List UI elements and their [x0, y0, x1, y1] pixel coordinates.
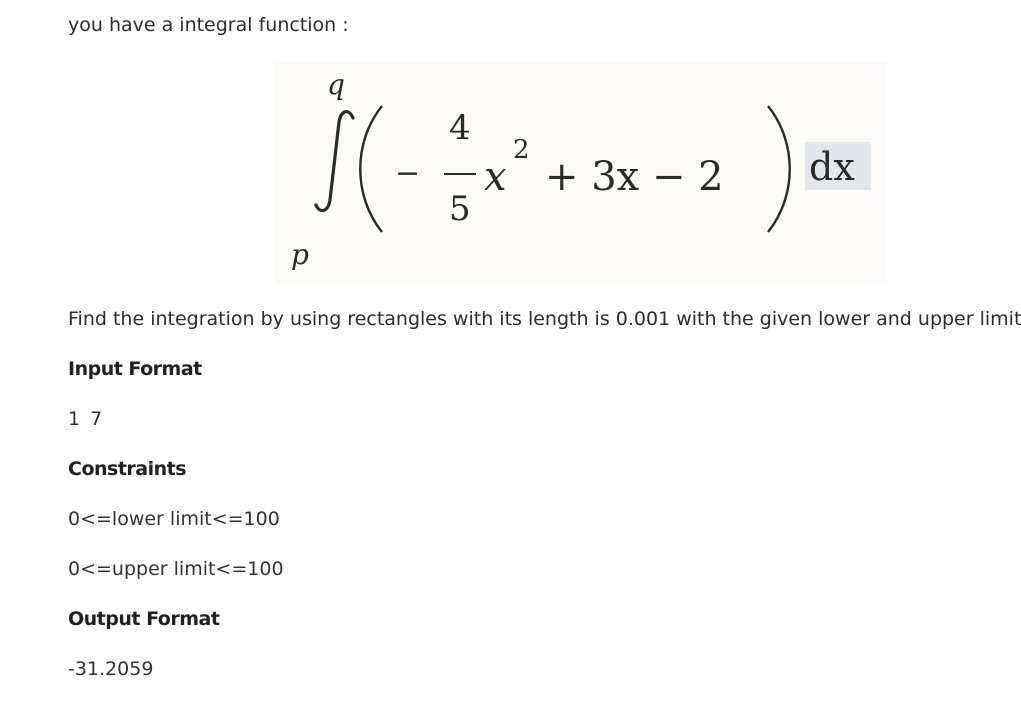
minus-sign: − — [395, 156, 421, 191]
left-paren — [360, 106, 382, 232]
intro-text: you have a integral function : — [68, 14, 349, 36]
input-format-value: 1 7 — [68, 408, 105, 430]
lower-limit: p — [291, 238, 309, 271]
fraction-denominator: 5 — [449, 189, 471, 229]
remaining-terms: + 3x − 2 — [545, 154, 724, 200]
problem-description: Find the integration by using rectangles with its length is 0.001 with the given lower and upper limit — [68, 308, 1021, 330]
exponent: 2 — [513, 135, 530, 165]
upper-limit: q — [327, 68, 345, 101]
fraction-numerator: 4 — [449, 108, 471, 148]
output-format-heading: Output Format — [68, 608, 220, 630]
constraints-heading: Constraints — [68, 458, 187, 480]
constraint-lower: 0<=lower limit<=100 — [68, 508, 280, 530]
output-format-value: -31.2059 — [68, 658, 154, 680]
variable-x: x — [484, 154, 507, 200]
integral-sign — [316, 112, 353, 211]
integral-formula-image — [275, 62, 887, 284]
differential: dx — [809, 145, 855, 189]
input-format-heading: Input Format — [68, 358, 202, 380]
right-paren — [768, 106, 790, 232]
constraint-upper: 0<=upper limit<=100 — [68, 558, 284, 580]
